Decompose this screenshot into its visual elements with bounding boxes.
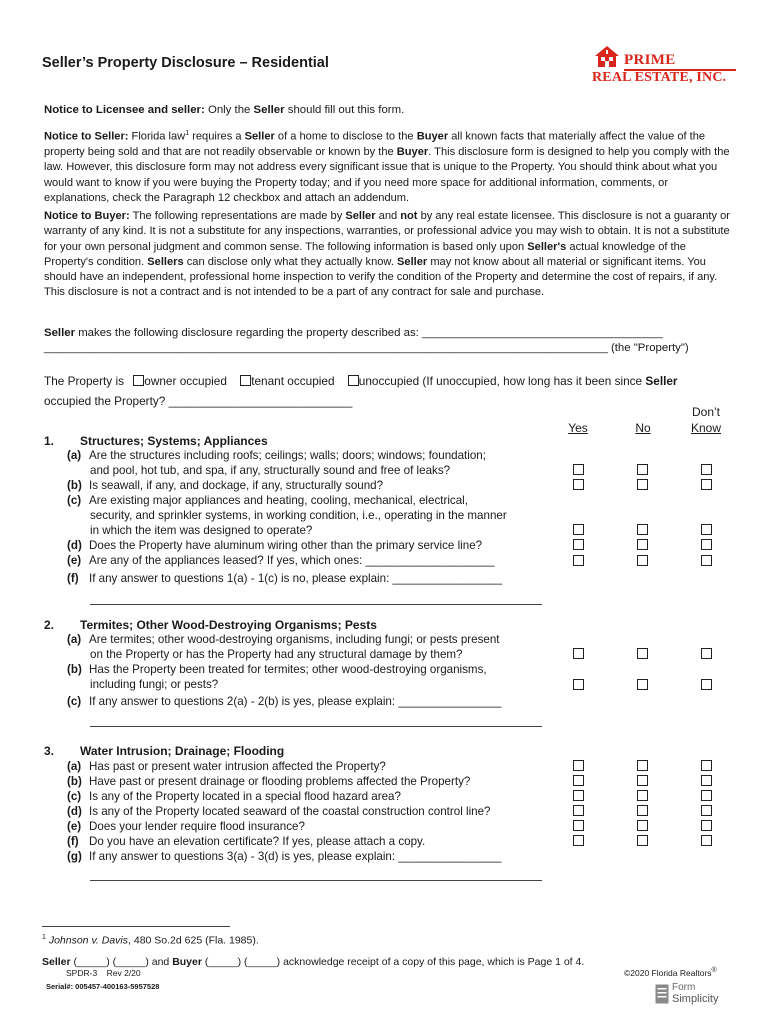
notice-bold: Seller bbox=[345, 210, 376, 222]
q3b-dontknow-checkbox[interactable] bbox=[701, 775, 712, 786]
q3f-no-checkbox[interactable] bbox=[637, 835, 648, 846]
q1e-dontknow-checkbox[interactable] bbox=[701, 555, 712, 566]
question-text: including fungi; or pests? bbox=[90, 678, 219, 691]
notice-text: actual knowledge of the Property's condition. bbox=[44, 240, 686, 268]
q2a-yes-checkbox[interactable] bbox=[573, 648, 584, 659]
ack-initials-buyer[interactable]: (_____) (_____) acknowledge receipt of a copy of this page, which is Page 1 of 4. bbox=[201, 956, 585, 968]
notice-seller-label: Notice to Seller: bbox=[44, 130, 129, 143]
q1e-yes-checkbox[interactable] bbox=[573, 555, 584, 566]
question-item bbox=[67, 804, 491, 819]
section-title: Structures; Systems; Appliances bbox=[80, 434, 268, 448]
question-item bbox=[67, 553, 494, 568]
column-know: Know bbox=[690, 421, 722, 435]
q2b-no-checkbox[interactable] bbox=[637, 679, 648, 690]
question-item bbox=[67, 694, 501, 709]
q3e-yes-checkbox[interactable] bbox=[573, 820, 584, 831]
question-text[interactable]: If any answer to questions 3(a) - 3(d) is yes, please explain: ________________ bbox=[89, 850, 502, 863]
notice-text: may not know about all material or significant items. You should have an independent, professional home inspection to verify the condition of the Property and determine the cost of repairs, if any. This disclosure is not a contract and is not intended to be a part of any contract for sale and purchase. bbox=[44, 255, 718, 299]
tenant-occupied-checkbox[interactable] bbox=[240, 375, 251, 386]
q1d-yes-checkbox[interactable] bbox=[573, 539, 584, 550]
notice-buyer-label: Notice to Buyer: bbox=[44, 210, 130, 222]
section-title: Water Intrusion; Drainage; Flooding bbox=[80, 744, 285, 758]
question-text: Is any of the Property located in a special flood hazard area? bbox=[89, 790, 401, 803]
question-letter: (e) bbox=[67, 820, 82, 833]
question-letter: (d) bbox=[67, 539, 82, 552]
question-letter: (b) bbox=[67, 479, 82, 492]
notice-bold: not bbox=[400, 210, 418, 222]
q1e-no-checkbox[interactable] bbox=[637, 555, 648, 566]
column-yes: Yes bbox=[568, 421, 588, 435]
section-title: Termites; Other Wood-Destroying Organisms; Pests bbox=[80, 618, 377, 632]
explain-blank-line[interactable] bbox=[90, 726, 542, 727]
q2a-no-checkbox[interactable] bbox=[637, 648, 648, 659]
q1b-yes-checkbox[interactable] bbox=[573, 479, 584, 490]
question-text: Are the structures including roofs; ceilings; walls; doors; windows; foundation; bbox=[89, 449, 486, 462]
owner-occupied-label: owner occupied bbox=[144, 374, 227, 388]
notice-bold: Seller bbox=[244, 130, 275, 143]
notice-text: should fill out this form. bbox=[284, 104, 405, 116]
q3d-no-checkbox[interactable] bbox=[637, 805, 648, 816]
unoccupied-checkbox[interactable] bbox=[348, 375, 359, 386]
footnote-divider bbox=[42, 926, 230, 927]
form-id: SPDR-3 Rev 2/20 bbox=[66, 968, 141, 978]
question-text: on the Property or has the Property had any structural damage by them? bbox=[90, 648, 463, 661]
notice-text: can disclose only what they actually know. bbox=[183, 255, 397, 268]
question-item bbox=[67, 774, 470, 789]
registered-mark: ® bbox=[711, 967, 717, 974]
question-item bbox=[67, 834, 425, 849]
question-item bbox=[67, 849, 501, 864]
q1a-dontknow-checkbox[interactable] bbox=[701, 464, 712, 475]
property-field-line2[interactable]: _________________________________________________________________________________________ (the "Property") bbox=[44, 342, 689, 355]
notice-text: The following representations are made by bbox=[129, 210, 346, 222]
column-no: No bbox=[635, 421, 651, 435]
occupancy-lead: The Property is bbox=[44, 374, 124, 388]
notice-text: by any real estate licensee. This disclosure is not a guaranty or warranty of any kind. It is not a substitute for any inspections, warranties, or professional advice you may wish to obtain. It is not a substitute for your own personal judgment and common sense. The following information is based only upon bbox=[44, 210, 730, 253]
notice-bold: Seller's bbox=[527, 240, 567, 253]
notice-bold: Seller bbox=[397, 255, 428, 268]
footnote-case: Johnson v. Davis bbox=[48, 934, 129, 947]
notice-bold: Seller bbox=[253, 104, 285, 116]
question-letter: (c) bbox=[67, 494, 82, 507]
question-item bbox=[67, 789, 401, 804]
ack-initials-seller[interactable]: (_____) (_____) and bbox=[70, 956, 173, 968]
property-description bbox=[44, 326, 730, 357]
unoccupied-label: unoccupied (If unoccupied, how long has it been since bbox=[358, 374, 646, 388]
section-number: 1. bbox=[44, 434, 55, 448]
explain-blank-line[interactable] bbox=[90, 604, 542, 605]
notice-bold: Buyer bbox=[396, 145, 429, 158]
question-letter: (a) bbox=[67, 449, 82, 462]
question-text: Has past or present water intrusion affected the Property? bbox=[89, 760, 386, 773]
ack-buyer: Buyer bbox=[172, 956, 202, 968]
copyright-text: ©2020 Florida Realtors bbox=[624, 967, 712, 978]
property-field[interactable]: makes the following disclosure regarding the property described as: ______________________________________ bbox=[75, 327, 663, 339]
notice-text: requires a bbox=[189, 130, 245, 143]
q1c-dontknow-checkbox[interactable] bbox=[701, 524, 712, 535]
prime-logo bbox=[592, 45, 742, 87]
q1b-no-checkbox[interactable] bbox=[637, 479, 648, 490]
house-logo-icon bbox=[594, 45, 620, 69]
section-number: 3. bbox=[44, 744, 55, 758]
footnote-number: 1 bbox=[42, 934, 46, 941]
q2a-dontknow-checkbox[interactable] bbox=[701, 648, 712, 659]
question-letter: (b) bbox=[67, 663, 82, 676]
notice-bold: Seller bbox=[44, 327, 76, 339]
q1b-dontknow-checkbox[interactable] bbox=[701, 479, 712, 490]
q1a-no-checkbox[interactable] bbox=[637, 464, 648, 475]
document-icon bbox=[655, 984, 669, 1004]
question-letter: (c) bbox=[67, 790, 82, 803]
question-text: and pool, hot tub, and spa, if any, structurally sound and free of leaks? bbox=[90, 464, 451, 477]
notice-text: of a home to disclose to the bbox=[274, 130, 417, 143]
occupancy-row bbox=[44, 374, 730, 410]
explain-blank-line[interactable] bbox=[90, 880, 542, 881]
question-letter: (d) bbox=[67, 805, 82, 818]
question-letter: (e) bbox=[67, 554, 82, 567]
q3c-no-checkbox[interactable] bbox=[637, 790, 648, 801]
footnote-ref: 1 bbox=[185, 130, 190, 137]
question-item bbox=[67, 759, 386, 774]
question-text[interactable]: If any answer to questions 1(a) - 1(c) is no, please explain: _________________ bbox=[89, 572, 503, 585]
question-item bbox=[67, 632, 500, 662]
section-number: 2. bbox=[44, 618, 55, 632]
q3b-no-checkbox[interactable] bbox=[637, 775, 648, 786]
footnote bbox=[42, 934, 259, 947]
question-letter: (f) bbox=[67, 835, 79, 848]
question-item bbox=[67, 571, 502, 586]
q2b-yes-checkbox[interactable] bbox=[573, 679, 584, 690]
question-text: Is seawall, if any, and dockage, if any, structurally sound? bbox=[89, 479, 384, 492]
question-letter: (a) bbox=[67, 633, 82, 646]
question-text: Are termites; other wood-destroying organisms, including fungi; or pests present bbox=[89, 633, 500, 646]
notice-seller bbox=[44, 126, 730, 206]
occupied-duration-field[interactable]: occupied the Property? ____________________________ bbox=[44, 394, 353, 409]
notice-text: Florida law bbox=[128, 130, 186, 143]
q1d-no-checkbox[interactable] bbox=[637, 539, 648, 550]
notice-licensee bbox=[44, 103, 730, 118]
q3c-yes-checkbox[interactable] bbox=[573, 790, 584, 801]
question-letter: (g) bbox=[67, 850, 82, 863]
question-item bbox=[67, 493, 507, 538]
notice-bold: Buyer bbox=[416, 130, 449, 143]
copyright bbox=[624, 967, 717, 978]
notice-text: Only the bbox=[204, 104, 254, 116]
question-letter: (f) bbox=[67, 572, 79, 585]
q1c-yes-checkbox[interactable] bbox=[573, 524, 584, 535]
q1d-dontknow-checkbox[interactable] bbox=[701, 539, 712, 550]
question-item bbox=[67, 448, 486, 478]
notice-buyer bbox=[44, 209, 730, 301]
q2b-dontknow-checkbox[interactable] bbox=[701, 679, 712, 690]
notice-bold: Sellers bbox=[147, 255, 184, 268]
q3e-no-checkbox[interactable] bbox=[637, 820, 648, 831]
question-text: Does the Property have aluminum wiring other than the primary service line? bbox=[89, 539, 483, 552]
notice-text: and bbox=[375, 210, 401, 222]
page-title: Seller’s Property Disclosure – Residential bbox=[42, 55, 329, 71]
brand-form: Form bbox=[672, 982, 696, 993]
logo-prime-text: PRIME bbox=[624, 52, 676, 68]
question-text: in which the item was designed to operate? bbox=[90, 524, 313, 537]
question-text: Does your lender require flood insurance? bbox=[89, 820, 305, 833]
form-simplicity-logo bbox=[655, 982, 735, 1008]
question-text: security, and sprinkler systems, in working condition, i.e., operating in the manner bbox=[90, 509, 507, 522]
q3c-dontknow-checkbox[interactable] bbox=[701, 790, 712, 801]
q3d-yes-checkbox[interactable] bbox=[573, 805, 584, 816]
q3a-yes-checkbox[interactable] bbox=[573, 760, 584, 771]
q3a-no-checkbox[interactable] bbox=[637, 760, 648, 771]
notice-text: all known facts that materially affect the value of the property being sold and that are not readily observable or known by the bbox=[44, 130, 706, 158]
acknowledgement bbox=[42, 956, 584, 968]
question-item bbox=[67, 662, 487, 692]
column-dont: Don’t bbox=[691, 405, 720, 419]
q3f-dontknow-checkbox[interactable] bbox=[701, 835, 712, 846]
question-text: Are existing major appliances and heating, cooling, mechanical, electrical, bbox=[89, 494, 468, 507]
question-text: Is any of the Property located seaward of the coastal construction control line? bbox=[89, 805, 491, 818]
question-letter: (b) bbox=[67, 775, 82, 788]
notice-bold: Seller bbox=[645, 374, 678, 388]
question-letter: (c) bbox=[67, 695, 82, 708]
notice-licensee-label: Notice to Licensee and seller: bbox=[44, 104, 205, 116]
q3b-yes-checkbox[interactable] bbox=[573, 775, 584, 786]
q3d-dontknow-checkbox[interactable] bbox=[701, 805, 712, 816]
q1c-no-checkbox[interactable] bbox=[637, 524, 648, 535]
q3a-dontknow-checkbox[interactable] bbox=[701, 760, 712, 771]
question-text[interactable]: Are any of the appliances leased? If yes, which ones: ____________________ bbox=[89, 554, 495, 567]
brand-simplicity: Simplicity bbox=[672, 993, 719, 1005]
question-letter: (a) bbox=[67, 760, 82, 773]
question-item bbox=[67, 819, 305, 834]
question-item bbox=[67, 538, 482, 553]
owner-occupied-checkbox[interactable] bbox=[133, 375, 144, 386]
question-text: Has the Property been treated for termites; other wood-destroying organisms, bbox=[89, 663, 487, 676]
question-text[interactable]: If any answer to questions 2(a) - 2(b) is yes, please explain: ________________ bbox=[89, 695, 502, 708]
question-text: Have past or present drainage or flooding problems affected the Property? bbox=[89, 775, 471, 788]
question-item bbox=[67, 478, 383, 493]
footnote-cite: , 480 So.2d 625 (Fla. 1985). bbox=[128, 934, 259, 947]
question-text: Do you have an elevation certificate? If yes, please attach a copy. bbox=[89, 835, 426, 848]
tenant-occupied-label: tenant occupied bbox=[251, 374, 335, 388]
q3f-yes-checkbox[interactable] bbox=[573, 835, 584, 846]
q1a-yes-checkbox[interactable] bbox=[573, 464, 584, 475]
ack-seller: Seller bbox=[42, 956, 71, 968]
serial-number: Serial#: 005457-400163-5957528 bbox=[46, 982, 160, 991]
notice-text: . This disclosure form is designed to help you comply with the law. However, this disclosure form may not address every significant issue that is unique to the Property. You should think about what you would want to know if you were buying the Property today; and if you need more space for additional information, comments, or explanations, check the Paragraph 12 checkbox and attach an addendum. bbox=[44, 145, 730, 204]
q3e-dontknow-checkbox[interactable] bbox=[701, 820, 712, 831]
logo-company-text: REAL ESTATE, INC. bbox=[592, 70, 727, 85]
